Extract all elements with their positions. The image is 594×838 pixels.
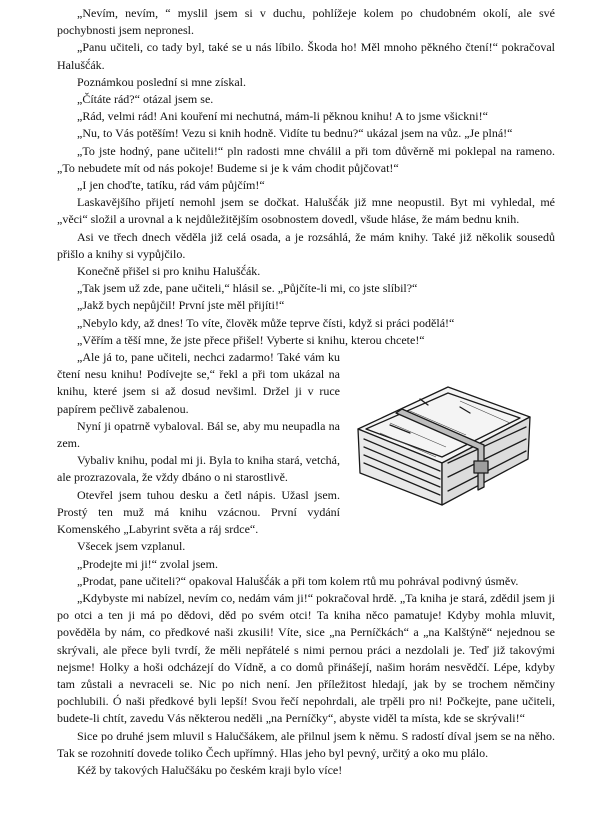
paragraph: „Věřím a těší mne, že jste přece přišel! Vyberte si knihu, kterou chcete!“ [77, 332, 425, 347]
paragraph: „Panu učiteli, co tady byl, také se u nás líbilo. Škoda ho! Měl mnoho pěkného čtení!“ pokračoval Halušč́ák. [57, 40, 555, 72]
old-book-illustration [350, 377, 536, 509]
paragraph: Laskavějšího přijetí nemohl jsem se dočkat. Halušč́ák již mne neopustil. Byt mi vyhledal, mé „věci“ složil a urovnal a k nejdůležitějším osobnostem dovedl, všude hláse, že mám bednu knih. [57, 195, 555, 227]
paragraph: „Kdybyste mi nabízel, nevím co, nedám vám ji!“ pokračoval hrdě. „Ta kniha je stará, zdědil jsem ji po otci a ten ji má po dědovi, děd po svém otci! Ta kniha něco pamatuje! Kdyby mohla mluvit, pověděla by nám, co předkové naši zkusili! Víte, sice „na Perníčkách“ a „na Kalštýně“ nejednou se skrývali, ale přece byli tvrdí, že měli nepřátelé s nimi pernou práci a nezdolali je. Teď již takovými nejsme! Holky a hoši odcházejí do Vídně, a co domů přinášejí, našim horám nesvědčí. Lépe, kdyby tam zůstali a nevraceli se. Nic po nich není. Jen příležitost hledají, jak by se trochem němčiny pochlubili. Ó naši předkové byli lepší! Svou řečí nepohrdali, ale trpěli pro ni! Počkejte, pane učiteli, budete-li chtít, zavedu Vás některou neděli „na Perníčky“, abyste viděl ta místa, kde se skrývali!“ [57, 590, 555, 726]
paragraph: „Nevím, nevím, “ myslil jsem si v duchu, pohlížeje kolem po chudobném okolí, ale své pochybnosti jsem nepronesl. [57, 6, 555, 38]
paragraph: „To jste hodný, pane učiteli!“ pln radosti mne chválil a při tom důvěrně mi poklepal na rameno. „To nebudete mít od nás pokoje! Budeme si je k vám chodit půjčovat!“ [57, 143, 555, 175]
paragraph: „Tak jsem už zde, pane učiteli,“ hlásil se. „Půjčíte-li mi, co jste slíbil?“ [77, 281, 418, 296]
paragraph: Vybaliv knihu, podal mi ji. Byla to kniha stará, vetchá, ale prozrazovala, že vždy dbáno o ni starostlivě. [57, 453, 340, 485]
paragraph: Konečně přišel si pro knihu Halušč́ák. [77, 264, 261, 279]
wrapped-text-block [57, 349, 340, 573]
paragraph: Sice po druhé jsem mluvil s Halučšákem, ale přilnul jsem k němu. S radostí díval jsem se na něho. Tak se rozohnití dovede toliko Čech upřímný. Hlas jeho byl pevný, určitý a oko mu plálo. [57, 728, 555, 760]
paragraph: Všecek jsem vzplanul. [77, 539, 186, 554]
paragraph: „Čítáte rád?“ otázal jsem se. [77, 92, 214, 107]
paragraph: „Rád, velmi rád! Ani kouření mi nechutná, mám-li pěknou knihu! A to jsme všickni!“ [77, 109, 488, 124]
paragraph: „Ale já to, pane učiteli, nechci zadarmo! Také vám ku čtení nesu knihu! Podívejte se,“ řekl a při tom ukázal na knihu, které jsem si až dosud nevšiml. Držel ji v ruce papírem pečlivě zabalenou. [57, 350, 340, 416]
paragraph: Nyní ji opatrně vybaloval. Bál se, aby mu neupadla na zem. [57, 418, 340, 451]
paragraph: „Nebylo kdy, až dnes! To víte, člověk může teprve čísti, když si práci podělá!“ [77, 315, 455, 330]
paragraph: Kéž by takových Halučšáku po českém kraji bylo více! [77, 762, 343, 777]
paragraph: „Jakž bych nepůjčil! První jste měl přijíti!“ [77, 298, 285, 313]
paragraph: „Prodejte mi ji!“ zvolal jsem. [77, 556, 218, 571]
paragraph: „I jen choďte, tatíku, rád vám půjčím!“ [77, 178, 265, 193]
paragraph: „Nu, to Vás potěším! Vezu si knih hodně. Vidíte tu bednu?“ ukázal jsem na vůz. „Je plná!“ [77, 126, 513, 141]
paragraph: Otevřel jsem tuhou desku a četl nápis. Užasl jsem. Prostý ten muž má knihu vzácnou. První vydání Komenského „Labyrint světa a ráj srdce“. [57, 487, 340, 537]
paragraph: Poznámkou poslední si mne získal. [77, 74, 246, 89]
paragraph: „Prodat, pane učiteli?“ opakoval Halušč́ák a při tom kolem rtů mu pohrával podivný úsměv. [77, 573, 519, 588]
paragraph: Asi ve třech dnech věděla již celá osada, a je rozsáhlá, že mám knihy. Také již několik sousedů přišlo a knihy si vypůjčilo. [57, 229, 555, 261]
